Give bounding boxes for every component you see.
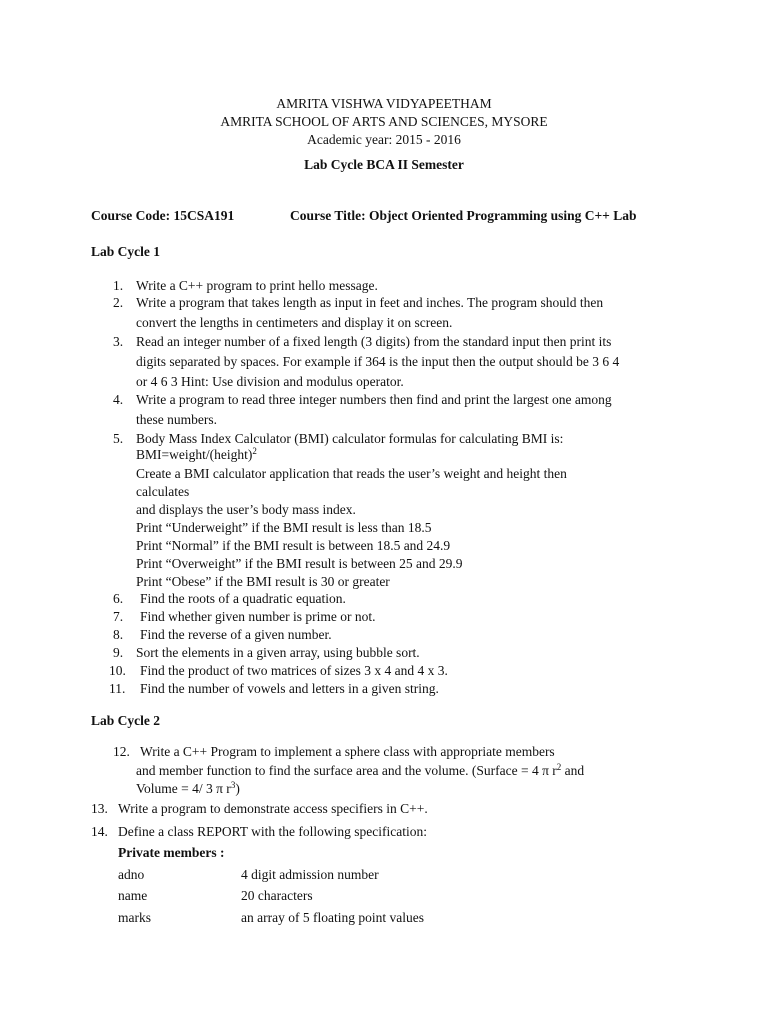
item-number: 7. [113,609,124,624]
superscript: 2 [252,446,257,456]
surface-formula: and member function to find the surface area and the volume. (Surface = 4 π r [136,763,557,778]
bmi-formula: BMI=weight/(height) [136,447,253,462]
member-name: marks [118,910,151,925]
lab-cycle-title: Lab Cycle BCA II Semester [304,157,464,172]
item-number: 5. [113,431,124,446]
item-text [136,780,240,797]
item-text: Print “Normal” if the BMI result is between 18.5 and 24.9 [136,538,451,553]
item-text: or 4 6 3 Hint: Use division and modulus operator. [136,374,404,389]
item-text: Find whether given number is prime or not. [140,609,376,624]
item-text: Find the roots of a quadratic equation. [140,591,346,606]
superscript: 2 [556,762,562,772]
superscript: 3 [230,780,236,790]
item-text: Find the number of vowels and letters in a given string. [140,681,439,696]
item-text: convert the lengths in centimeters and display it on screen. [136,315,453,330]
member-description: 20 characters [241,888,313,903]
item-text: Print “Obese” if the BMI result is 30 or greater [136,574,390,589]
item-number: 13. [91,801,108,816]
item-number: 3. [113,334,124,349]
item-text: Print “Overweight” if the BMI result is between 25 and 29.9 [136,556,463,571]
item-text: Write a C++ program to print hello message. [136,278,378,293]
institution-name: AMRITA VISHWA VIDYAPEETHAM [276,96,492,111]
lab-cycle-2-heading: Lab Cycle 2 [91,713,160,728]
item-text: digits separated by spaces. For example if 364 is the input then the output should be 3 6 4 [136,354,620,369]
course-title: Course Title: Object Oriented Programming using C++ Lab [290,208,637,223]
item-text: Write a program to demonstrate access specifiers in C++. [118,801,428,816]
item-text: Find the product of two matrices of sizes 3 x 4 and 4 x 3. [140,663,448,678]
academic-year: Academic year: 2015 - 2016 [307,132,461,147]
item-text: Find the reverse of a given number. [140,627,332,642]
item-number: 2. [113,295,124,310]
formula-suffix: ) [235,781,240,796]
item-number: 4. [113,392,124,407]
item-text: Create a BMI calculator application that reads the user’s weight and height then [136,466,567,481]
item-text: Print “Underweight” if the BMI result is less than 18.5 [136,520,432,535]
item-number: 9. [113,645,124,660]
item-text: Body Mass Index Calculator (BMI) calculator formulas for calculating BMI is: [136,431,564,446]
member-name: adno [118,867,145,882]
item-text: and displays the user’s body mass index. [136,502,356,517]
member-name: name [118,888,148,903]
item-number: 12. [113,744,130,759]
formula-suffix: and [561,763,585,778]
member-description: an array of 5 floating point values [241,910,424,925]
item-number: 11. [109,681,126,696]
volume-formula: Volume = 4/ 3 π r [136,781,231,796]
item-text: Write a C++ Program to implement a sphere class with appropriate members [140,744,555,759]
item-number: 14. [91,824,108,839]
item-number: 8. [113,627,124,642]
private-members-heading: Private members : [118,845,225,860]
item-text: Sort the elements in a given array, using bubble sort. [136,645,420,660]
item-number: 10. [109,663,126,678]
item-text: Define a class REPORT with the following specification: [118,824,428,839]
member-description: 4 digit admission number [241,867,379,882]
item-text: Write a program to read three integer numbers then find and print the largest one among [136,392,612,407]
item-text: calculates [136,484,190,499]
item-text [136,446,257,463]
course-code: Course Code: 15CSA191 [91,208,235,223]
item-text: these numbers. [136,412,217,427]
item-text: Read an integer number of a fixed length (3 digits) from the standard input then print its [136,334,612,349]
item-text: Write a program that takes length as input in feet and inches. The program should then [136,295,604,310]
lab-cycle-1-heading: Lab Cycle 1 [91,244,160,259]
item-number: 1. [113,278,124,293]
item-number: 6. [113,591,124,606]
school-name: AMRITA SCHOOL OF ARTS AND SCIENCES, MYSORE [220,114,548,129]
item-text [136,762,584,779]
